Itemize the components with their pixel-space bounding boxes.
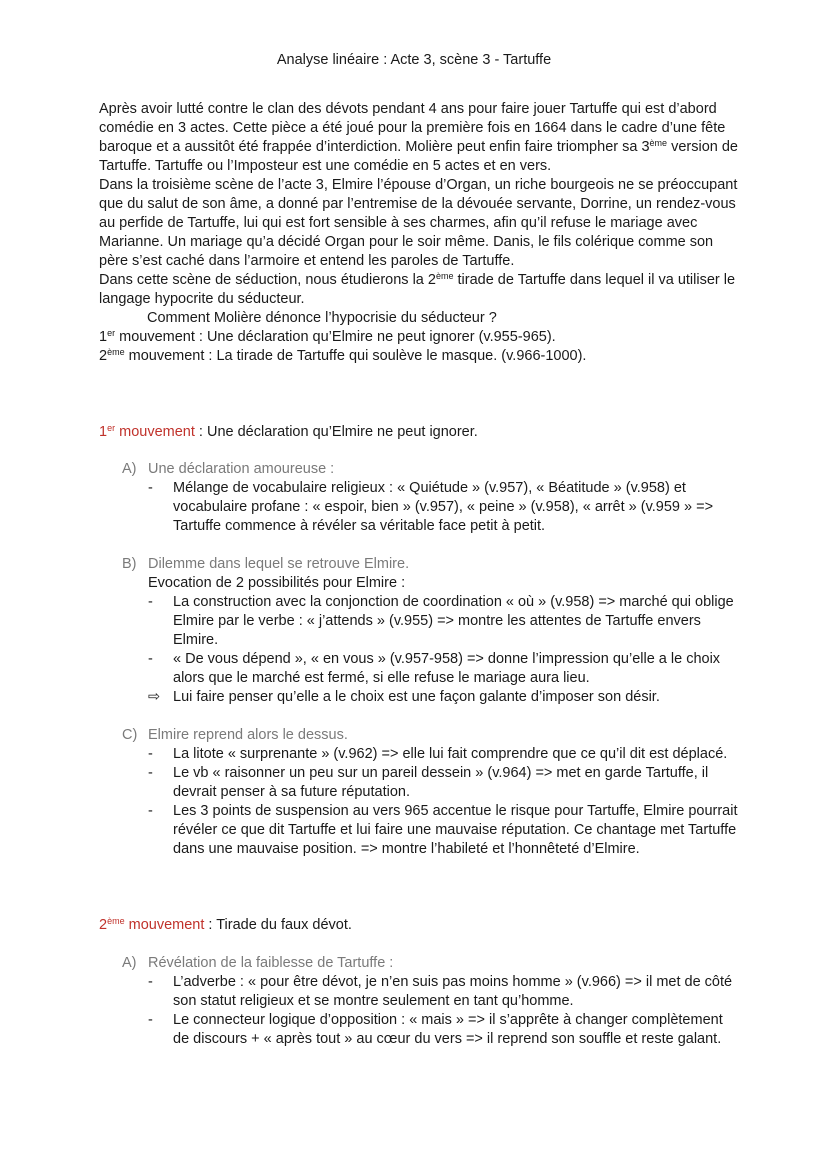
section-1c xyxy=(122,726,742,859)
list-item-text: Le vb « raisonner un peu sur un pareil dessein » (v.964) => met en garde Tartuffe, il devrait penser à sa future réputation. xyxy=(173,765,709,800)
section-heading xyxy=(122,954,742,973)
list-item xyxy=(122,593,742,650)
bullet-list xyxy=(122,593,742,707)
section-letter: B) xyxy=(122,556,137,572)
bullet-dash: - xyxy=(148,765,153,781)
problematic-question: Comment Molière dénonce l’hypocrisie du séducteur ? xyxy=(147,310,497,326)
bullet-list xyxy=(122,973,742,1049)
section-heading xyxy=(122,555,742,574)
document-title: Analyse linéaire : Acte 3, scène 3 - Tartuffe xyxy=(276,52,552,68)
section-1a xyxy=(122,460,742,536)
movement-1-heading xyxy=(99,423,739,442)
movement-2-label: 2ème mouvement xyxy=(99,916,205,933)
intro-text: version de Tartuffe. Tartuffe ou l’Imposteur est une comédie en 5 actes et en vers. xyxy=(99,139,738,174)
list-item-text: La litote « surprenante » (v.962) => elle lui fait comprendre que ce qu’il dit est déplacé. xyxy=(173,746,728,762)
list-item xyxy=(122,802,742,859)
intro-paragraph-focus xyxy=(99,271,739,309)
section-intro-line: Evocation de 2 possibilités pour Elmire : xyxy=(148,575,406,591)
movement-2-title: : Tirade du faux dévot. xyxy=(204,917,352,933)
section-title: Elmire reprend alors le dessus. xyxy=(148,727,348,743)
movement-number: 1 xyxy=(99,329,108,345)
list-item xyxy=(122,764,742,802)
list-item-text: Les 3 points de suspension au vers 965 accentue le risque pour Tartuffe, Elmire pourrait révéler ce que dit Tartuffe et lui faire une mauvaise réputation. Ce chantage met Tartuffe dans une mauvaise position. => montre l’habileté et l’honnêteté d’Elmire. xyxy=(173,803,738,857)
intro-text: Après avoir lutté contre le clan des dévots pendant 4 ans pour faire jouer Tartuffe qui est d’abord comédie en 3 actes. Cette pièce a été joué pour la première fois en 1664 dans le cadre d’une fête baroque et a aussitôt été frappée d’interdiction. Molière peut enfin faire triompher sa 3 xyxy=(99,101,726,155)
list-item xyxy=(122,650,742,688)
section-heading xyxy=(122,460,742,479)
section-title: Dilemme dans lequel se retrouve Elmire. xyxy=(148,556,410,572)
list-item xyxy=(122,1011,742,1049)
movement-2-heading xyxy=(99,916,739,935)
intro-paragraph-scene: Dans la troisième scène de l’acte 3, Elmire l’épouse d’Organ, un riche bourgeois ne se préoccupant que du salut de son âme, a donné par l’entremise de la dévouée servante, Dorrine, un rendez-vous au perfide de Tartuffe, lui qui est fort sensible à ses charmes, afin qu’il refuse le mariage avec Marianne. Un mariage qu’a décidé Organ pour le soir même. Danis, le fils colérique comme son père s’est caché dans l’armoire et entend les paroles de Tartuffe. xyxy=(99,177,738,269)
list-item-text: « De vous dépend », « en vous » (v.957-958) => donne l’impression qu’elle a le choix alors que le marché est fermé, si elle refuse le mariage aura lieu. xyxy=(173,651,721,686)
list-item-text: La construction avec la conjonction de coordination « où » (v.958) => marché qui oblige Elmire par le verbe : « j’attends » (v.955) => montre les attentes de Tartuffe envers Elmire. xyxy=(173,594,734,648)
list-item-text: L’adverbe : « pour être dévot, je n’en suis pas moins homme » (v.966) => il met de côté son statut religieux et se montre seulement en tant qu’homme. xyxy=(173,974,733,1009)
bullet-dash: - xyxy=(148,651,153,667)
section-letter: A) xyxy=(122,955,137,971)
list-item xyxy=(122,973,742,1011)
movement-number: 2 xyxy=(99,348,108,364)
list-item-text: Lui faire penser qu’elle a le choix est une façon galante d’imposer son désir. xyxy=(173,689,660,705)
section-title: Révélation de la faiblesse de Tartuffe : xyxy=(148,955,394,971)
superscript: er xyxy=(107,328,116,338)
list-item-text: Le connecteur logique d’opposition : « mais » => il s’apprête à changer complètement de discours + « après tout » au cœur du vers => il reprend son souffle et reste galant. xyxy=(173,1012,723,1047)
bullet-dash: - xyxy=(148,974,153,990)
section-1b xyxy=(122,555,742,707)
outline-movement-1 xyxy=(99,328,739,347)
section-2a xyxy=(122,954,742,1049)
bullet-dash: - xyxy=(148,1012,153,1028)
list-item xyxy=(122,688,742,707)
section-title: Une déclaration amoureuse : xyxy=(148,461,335,477)
bullet-dash: - xyxy=(148,803,153,819)
outline-text: mouvement : Une déclaration qu’Elmire ne peut ignorer (v.955-965). xyxy=(115,329,556,345)
superscript: ème xyxy=(107,347,125,357)
bullet-list xyxy=(122,745,742,859)
introduction xyxy=(99,100,739,366)
arrow-bullet-icon: ⇨ xyxy=(148,689,161,705)
bullet-dash: - xyxy=(148,480,153,496)
movement-1-label: 1er mouvement xyxy=(99,423,195,440)
bullet-dash: - xyxy=(148,594,153,610)
section-letter: C) xyxy=(122,727,138,743)
movement-1-title: : Une déclaration qu’Elmire ne peut ignorer. xyxy=(194,424,478,440)
section-letter: A) xyxy=(122,461,137,477)
intro-paragraph-context xyxy=(99,100,739,176)
list-item-text: Mélange de vocabulaire religieux : « Quiétude » (v.957), « Béatitude » (v.958) et vocabulaire profane : « espoir, bien » (v.957), « peine » (v.958), « arrêt » (v.959 » => Tartuffe commence à révéler sa véritable face petit à petit. xyxy=(173,480,714,534)
bullet-dash: - xyxy=(148,746,153,762)
outline-movement-2 xyxy=(99,347,739,366)
bullet-list xyxy=(122,479,742,536)
superscript: ème xyxy=(435,271,454,281)
section-heading xyxy=(122,726,742,745)
outline-text: mouvement : La tirade de Tartuffe qui soulève le masque. (v.966-1000). xyxy=(124,348,587,364)
intro-text: tirade de Tartuffe dans lequel il va utiliser le langage hypocrite du séducteur. xyxy=(99,272,736,307)
superscript: ème xyxy=(649,138,668,148)
list-item xyxy=(122,745,742,764)
list-item xyxy=(122,479,742,536)
intro-text: Dans cette scène de séduction, nous étudierons la 2 xyxy=(99,272,436,288)
